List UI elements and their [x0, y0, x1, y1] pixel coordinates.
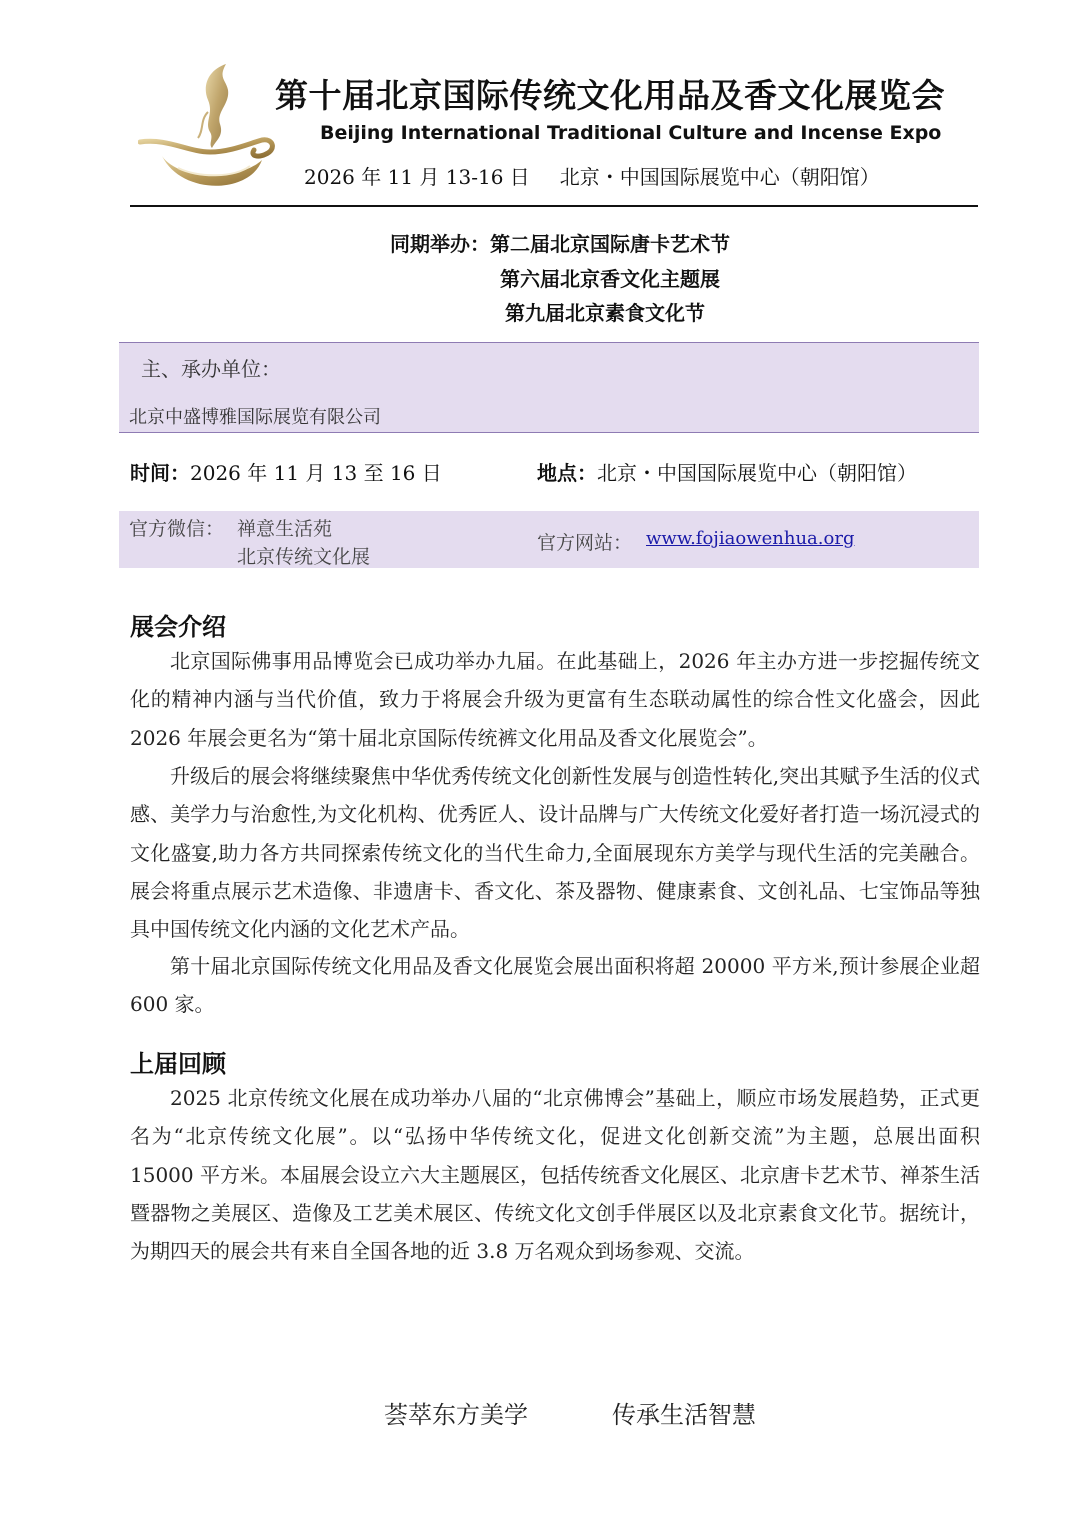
concurrent-event-3: 第九届北京素食文化节	[505, 301, 705, 325]
header-divider	[130, 205, 978, 207]
organizer-label: 主、承办单位：	[141, 357, 281, 381]
intro-paragraph-3: 第十届北京国际传统文化用品及香文化展览会展出面积将超 20000 平方米,预计参展企业超 600 家。	[130, 954, 980, 1017]
time-row	[130, 457, 442, 486]
wechat-label: 官方微信：	[129, 518, 225, 540]
place-label: 地点：	[537, 461, 597, 485]
intro-title: 展会介绍	[130, 613, 226, 641]
concurrent-label: 同期举办：第二届北京国际唐卡艺术节	[390, 232, 730, 256]
review-paragraph: 2025 北京传统文化展在成功举办八届的“北京佛博会”基础上，顺应市场发展趋势，正式更名为“北京传统文化展”。以“弘扬中华传统文化，促进文化创新交流”为主题，总展出面积 15000 平方米。本届展会设立六大主题展区，包括传统香文化展区、北京唐卡艺术节、禅茶生活暨器物之美展区、造像及工艺美术展区、传统文化文创手伴展区以及北京素食文化节。据统计，为期四天的展会共有来自全国各地的近 3.8 万名观众到场参观、交流。	[130, 1086, 980, 1264]
slogan-1: 荟萃东方美学	[384, 1401, 528, 1429]
organizer-box	[119, 342, 979, 433]
concurrent-event-2: 第六届北京香文化主题展	[500, 267, 720, 291]
wechat-account-1: 禅意生活苑	[237, 518, 333, 540]
expo-logo	[138, 60, 278, 196]
expo-title-cn: 第十届北京国际传统文化用品及香文化展览会	[275, 76, 945, 115]
wechat-account-2: 北京传统文化展	[237, 546, 371, 568]
intro-paragraph-1: 北京国际佛事用品博览会已成功举办九届。在此基础上，2026 年主办方进一步挖掘传统文化的精神内涵与当代价值，致力于将展会升级为更富有生态联动属性的综合性文化盛会，因此 2026 年展会更名为“第十届北京国际传统裤文化用品及香文化展览会”。	[130, 649, 980, 750]
time-value: 2026 年 11 月 13 至 16 日	[190, 461, 442, 485]
website-link[interactable]: www.fojiaowenhua.org	[646, 528, 855, 549]
place-value: 北京・中国国际展览中心（朝阳馆）	[597, 461, 917, 485]
place-row	[537, 457, 917, 486]
expo-title-en: Beijing International Traditional Culture and Incense Expo	[320, 122, 942, 144]
contact-box	[119, 511, 979, 568]
time-label: 时间：	[130, 461, 190, 485]
review-title: 上届回顾	[130, 1050, 226, 1078]
slogan-2: 传承生活智慧	[612, 1401, 756, 1429]
organizer-name: 北京中盛博雅国际展览有限公司	[129, 407, 381, 428]
intro-paragraph-2: 升级后的展会将继续聚焦中华优秀传统文化创新性发展与创造性转化,突出其赋予生活的仪式感、美学力与治愈性,为文化机构、优秀匠人、设计品牌与广大传统文化爱好者打造一场沉浸式的文化盛宴,助力各方共同探索传统文化的当代生命力,全面展现东方美学与现代生活的完美融合。展会将重点展示艺术造像、非遗唐卡、香文化、茶及器物、健康素食、文创礼品、七宝饰品等独具中国传统文化内涵的文化艺术产品。	[130, 764, 980, 942]
header-venue: 北京・中国国际展览中心（朝阳馆）	[559, 165, 880, 189]
website-label: 官方网站：	[537, 532, 633, 554]
header-date-venue	[304, 161, 880, 190]
header-dates: 2026 年 11 月 13-16 日	[304, 165, 530, 189]
concurrent-event-1: 第二届北京国际唐卡艺术节	[490, 232, 730, 256]
